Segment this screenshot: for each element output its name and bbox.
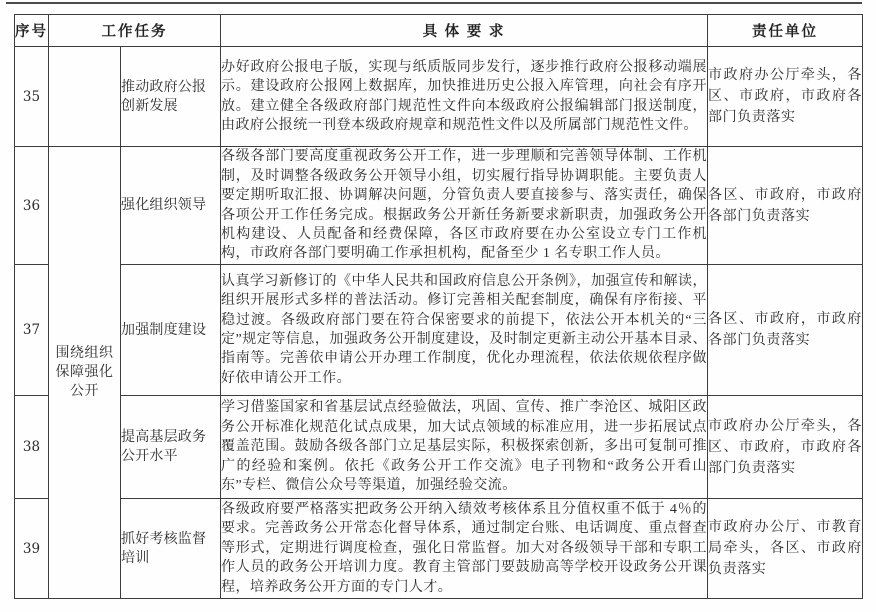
table-row <box>15 499 863 599</box>
table-row <box>15 147 863 265</box>
row-39-serial: 39 <box>15 499 49 599</box>
row-36-task: 强化组织领导 <box>121 147 221 265</box>
row-37-task: 加强制度建设 <box>121 265 221 396</box>
row-38-responsible-unit: 市政府办公厅牵头，各区、市政府，市政府各部门负责落实 <box>708 396 863 499</box>
row-39-responsible-unit: 市政府办公厅、市教育局牵头，各区、市政府负责落实 <box>708 499 863 599</box>
task-group-cell: 围绕组织保障强化公开 <box>49 147 121 599</box>
table-row <box>15 265 863 396</box>
row-37-requirements: 认真学习新修订的《中华人民共和国政府信息公开条例》，加强宣传和解读，组织开展形式多样的普法活动。修订完善相关配套制度，确保有序衔接、平稳过渡。各级政府部门要在符合保密要求的前提下，依法公开本机关的“三定”规定等信息，加强政务公开制度建设，及时制定更新主动公开基本目录、指南等。完善依申请公开办理工作制度，优化办理流程，依法依规依程序做好依申请公开工作。 <box>221 265 708 396</box>
row-37-responsible-unit: 各区、市政府，市政府各部门负责落实 <box>708 265 863 396</box>
table-row <box>15 396 863 499</box>
header-serial-number: 序号 <box>15 15 49 47</box>
row-36-responsible-unit: 各区、市政府，市政府各部门负责落实 <box>708 147 863 265</box>
top-horizontal-rule <box>6 2 862 4</box>
row-38-requirements: 学习借鉴国家和省基层试点经验做法，巩固、宣传、推广李沧区、城阳区政务公开标准化规范化试点成果，加大试点领域的标准应用，进一步拓展试点覆盖范围。鼓励各级各部门立足基层实际，积极探索创新，多出可复制可推广的经验和案例。依托《政务公开工作交流》电子刊物和“政务公开看山东”专栏、微信公众号等渠道，加强经验交流。 <box>221 396 708 499</box>
table-row <box>15 47 863 147</box>
table-header-row <box>15 15 863 47</box>
row-35-group-cell <box>49 47 121 147</box>
row-39-task: 抓好考核监督培训 <box>121 499 221 599</box>
row-36-serial: 36 <box>15 147 49 265</box>
work-tasks-table <box>14 14 863 599</box>
row-36-requirements: 各级各部门要高度重视政务公开工作，进一步理顺和完善领导体制、工作机制，及时调整各级政务公开领导小组，切实履行指导协调职能。主要负责人要定期听取汇报、协调解决问题，分管负责人要直接参与、落实责任，确保各项公开工作任务完成。根据政务公开新任务新要求新职责，加强政务公开机构建设、人员配备和经费保障，各区市政府要在办公室设立专门工作机构，市政府各部门要明确工作承担机构，配备至少 1 名专职工作人员。 <box>221 147 708 265</box>
row-35-serial: 35 <box>15 47 49 147</box>
row-38-serial: 38 <box>15 396 49 499</box>
header-responsible-unit: 责任单位 <box>708 15 863 47</box>
row-39-requirements: 各级政府要严格落实把政务公开纳入绩效考核体系且分值权重不低于 4％的要求。完善政务公开常态化督导体系，通过制定台账、电话调度、重点督查等形式，定期进行调度检查，强化日常监督。加大对各级领导干部和专职工作人员的政务公开培训力度。教育主管部门要鼓励高等学校开设政务公开课程，培养政务公开方面的专门人才。 <box>221 499 708 599</box>
row-35-responsible-unit: 市政府办公厅牵头，各区、市政府，市政府各部门负责落实 <box>708 47 863 147</box>
row-35-task: 推动政府公报创新发展 <box>121 47 221 147</box>
row-35-requirements: 办好政府公报电子版，实现与纸质版同步发行，逐步推行政府公报移动端展示。建设政府公报网上数据库，加快推进历史公报入库管理，向社会有序开放。建立健全各级政府部门规范性文件向本级政府公报编辑部门报送制度，由政府公报统一刊登本级政府规章和规范性文件以及所属部门规范性文件。 <box>221 47 708 147</box>
header-specific-requirements: 具 体 要 求 <box>221 15 708 47</box>
row-38-task: 提高基层政务公开水平 <box>121 396 221 499</box>
header-work-task: 工作任务 <box>49 15 221 47</box>
row-37-serial: 37 <box>15 265 49 396</box>
